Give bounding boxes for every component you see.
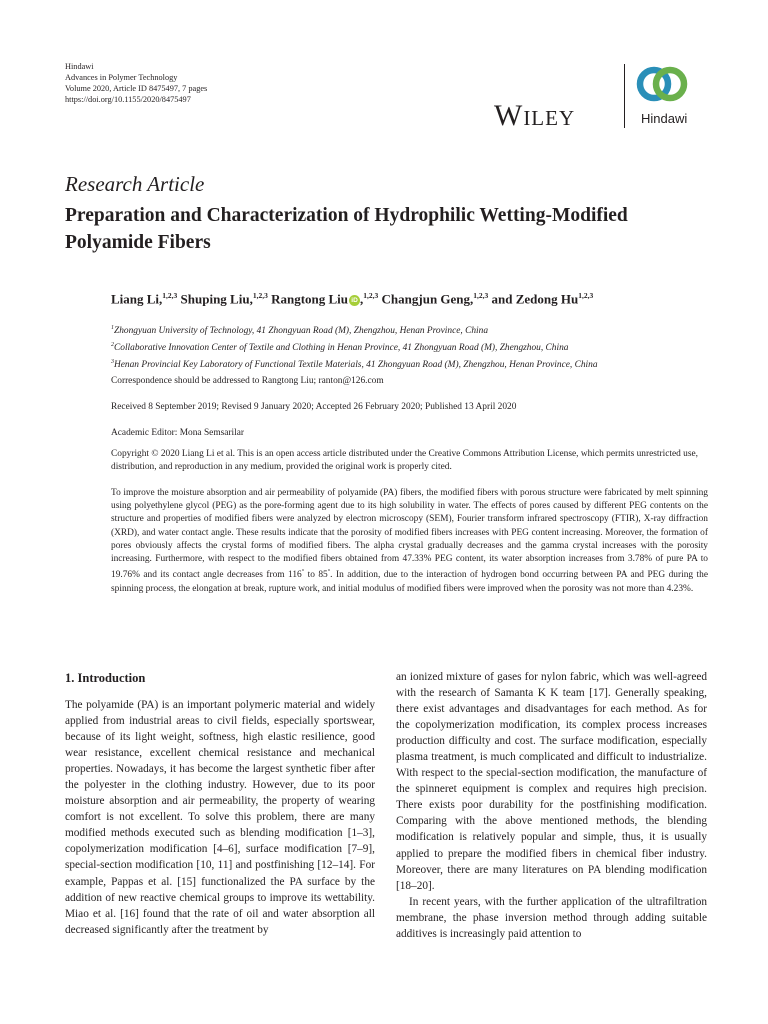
article-title: Preparation and Characterization of Hydrophilic Wetting-Modified Polyamide Fibers (65, 205, 628, 253)
wiley-logo: Wiley (494, 99, 576, 132)
body-column-right (396, 669, 707, 942)
abstract-text: . In addition, due to the interaction of hydrogen bond occurring between PA and PEG during the spinning process, the elongation at break, rupture work, and initial modulus of modified fibers were improved when the porosity was not more than 4.23%. (111, 570, 709, 594)
hindawi-logo-icon (633, 62, 691, 111)
publication-dates: Received 8 September 2019; Revised 9 January 2020; Accepted 26 February 2020; Published 13 April 2020 (111, 402, 517, 412)
journal-name: Advances in Polymer Technology (65, 73, 178, 82)
orcid-icon[interactable]: iD (349, 295, 360, 306)
publisher-name: Hindawi (65, 62, 94, 71)
journal-meta (65, 61, 207, 105)
affiliation-text: Zhongyuan University of Technology, 41 Zhongyuan Road (M), Zhengzhou, Henan Province, China (114, 326, 489, 337)
article-type: Research Article (65, 172, 205, 196)
degree-symbol: ° (327, 569, 331, 576)
affiliation-sup: 1 (111, 325, 114, 331)
author-affil-sup: 1,2,3 (162, 291, 178, 300)
affiliation-item (111, 338, 598, 355)
affiliation-text: Collaborative Innovation Center of Textile and Clothing in Henan Province, 41 Zhongyuan Road (M), Zhengzhou, China (114, 343, 569, 354)
affiliation-item (111, 321, 598, 338)
affiliation-sup: 2 (111, 342, 114, 349)
affiliations (111, 321, 598, 372)
author-name: Rangtong Liu (271, 291, 349, 307)
hindawi-wordmark: Hindawi (641, 111, 688, 126)
author-affil-sup: 1,2,3 (578, 291, 594, 300)
abstract (111, 487, 708, 596)
abstract-text: to 85 (304, 570, 328, 581)
copyright-notice: Copyright © 2020 Liang Li et al. This is an open access article distributed under the Creative Commons Attribution License, which permits unrestricted use, distribution, and reproduction in any medium, provided the original work is properly cited. (111, 449, 699, 472)
volume-line: Volume 2020, Article ID 8475497, 7 pages (65, 84, 208, 93)
body-column-left (65, 697, 375, 938)
author-name: and Zedong Hu (491, 291, 579, 307)
body-paragraph: In recent years, with the further application of the ultrafiltration membrane, the phase inversion method through adding suitable additives is increasingly paid attention to (396, 895, 707, 940)
affiliation-item (111, 355, 598, 372)
author-list: Liang Li,$^{1,2,3}$ Shuping Liu,$^{1,2,3}$ Rangtong Liu iD ,$^{1,2,3}$ Changjun Geng,$^{1,2,3}$ and Zedong Hu$^{1,2,3}$ (111, 291, 594, 307)
degree-symbol: ° (301, 569, 305, 576)
body-paragraph: an ionized mixture of gases for nylon fabric, which was well-agreed with the research of Samanta K K team [17]. Generally speaking, there exist advantages and disadvantages for each method. As for the copolymerization modification, its complex process increases production difficulty and cost. The surface modification, especially plasma treatment, is much complicated and difficult to industrialize. With respect to the special-section modification, the manufacture of the spinneret equipment is complex and requires high precision. There exists poor durability for the postfinishing modification. Comparing with the above mentioned methods, the blending modification is relatively popular and simple, thus, it is usually applied to prepare the modified fibers in chemical fiber industry. Moreover, there are many literatures on PA blending modification [18–20]. (396, 671, 707, 892)
doi-link[interactable]: https://doi.org/10.1155/2020/8475497 (65, 95, 191, 104)
affiliation-sup: 3 (111, 359, 114, 366)
author-affil-sup: 1,2,3 (363, 291, 379, 300)
body-paragraph: The polyamide (PA) is an important polymeric material and widely applied from industrial areas to civil fields, especially sportswear, because of its light weight, softness, high elastic resilience, good wear resistance, excellent chemical resistance and mechanical properties. Nowadays, it has become the largest synthetic fiber after the polyester in the clothing industry. However, due to its poor moisture absorption and air permeability, the property of wearing comfort is not excellent. To solve this problem, there are many modified methods executed such as blending modification [1–3], copolymerization modification [4–6], surface modification [7–9], special-section modification [10, 11] and postfinishing [12–14]. For example, Pappas et al. [15] functionalized the PA surface by the addition of new reactive chemical groups to improve its wettability. Miao et al. [16] found that the rate of oil and water absorption all decreased significantly after the treatment by (65, 699, 375, 936)
author-affil-sup: 1,2,3 (252, 291, 268, 300)
brand-divider (624, 64, 625, 128)
affiliation-text: Henan Provincial Key Laboratory of Functional Textile Materials, 41 Zhongyuan Road (M), Zhengzhou, Henan Province, China (114, 360, 598, 371)
author-name: Shuping Liu, (180, 291, 253, 307)
abstract-text: To improve the moisture absorption and air permeability of polyamide (PA) fibers, the modified fibers with porous structure were fabricated by melt spinning using polyethylene glycol (PEG) as the pore-forming agent due to its high solubility in water. The effects of pores caused by different PEG contents on the structure and properties of modified fibers were analyzed by electron microscopy (SEM), Fourier transform infrared spectroscopy (FTIR), X-ray diffraction (XRD), and water contact angle. These results indicate that the porosity of modified fibers increases with PEG content increasing. Moreover, the formation of pores obviously affects the crystal forms of modified fibers. The alpha crystal gradually decreases and the gamma crystal increases with the porosity increasing. Furthermore, with respect to the modified fibers obtained from 47.33% PEG content, its water absorption increases from 3.78% of pure PA to 19.76% and its contact angle decreases from 116 (111, 488, 708, 581)
author-name: Changjun Geng, (381, 291, 474, 307)
correspondence: Correspondence should be addressed to Rangtong Liu; ranton@126.com (111, 376, 384, 386)
author-name: Liang Li, (111, 291, 163, 307)
author-affil-sup: 1,2,3 (473, 291, 489, 300)
academic-editor: Academic Editor: Mona Semsarilar (111, 428, 245, 438)
section-heading-introduction: 1. Introduction (65, 671, 146, 685)
